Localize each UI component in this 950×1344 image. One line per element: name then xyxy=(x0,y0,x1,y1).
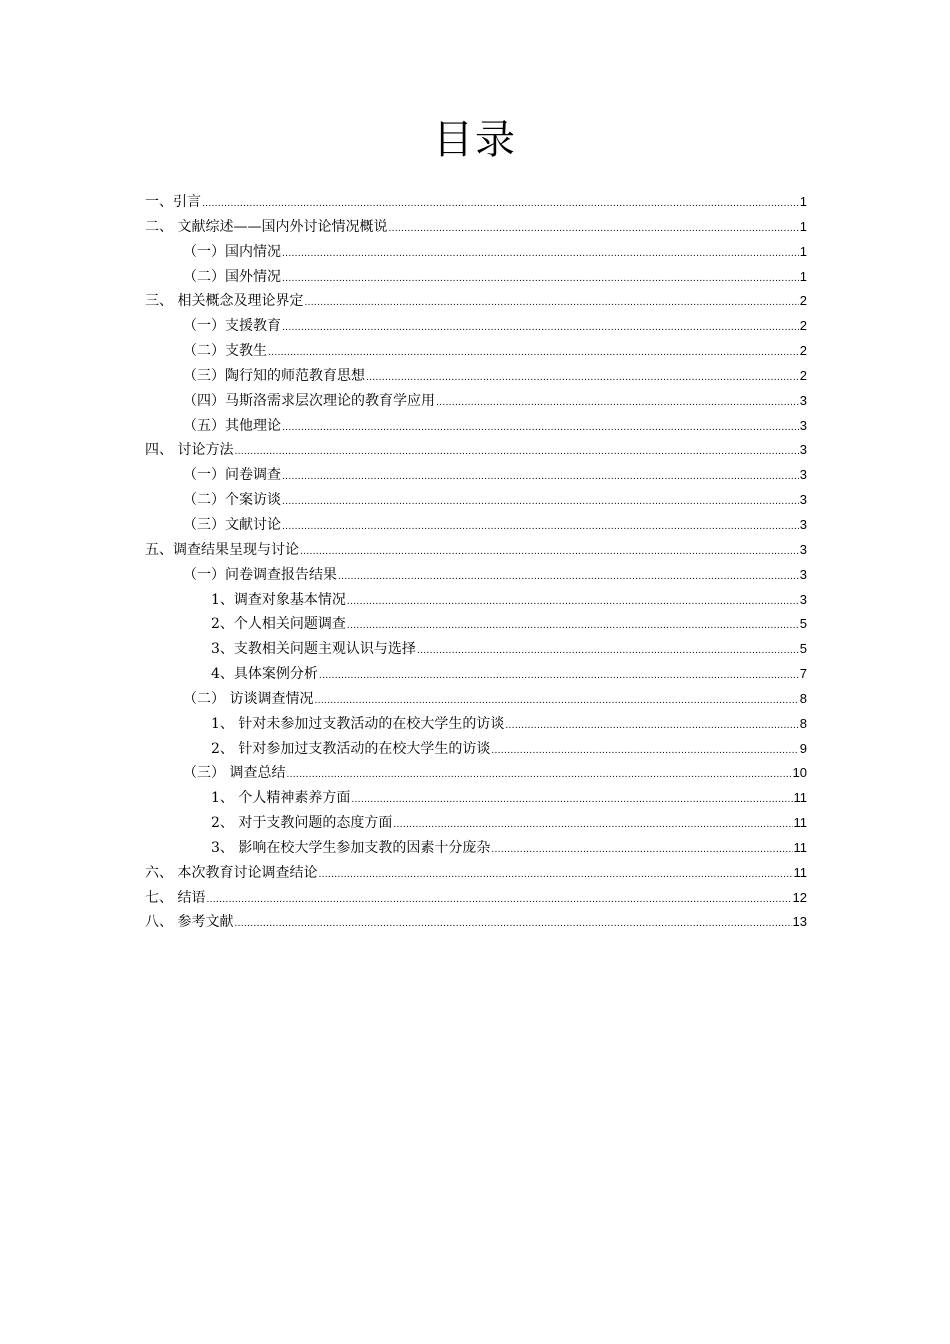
toc-entry-page-number: 1 xyxy=(799,194,807,209)
toc-dot-leader xyxy=(300,540,799,565)
toc-dot-leader xyxy=(286,763,791,788)
toc-entry-label: （三）陶行知的师范教育思想 xyxy=(183,367,365,384)
toc-entry-label: （二）国外情况 xyxy=(183,268,281,285)
toc-entry[interactable] xyxy=(145,662,807,687)
toc-entry-label: 4、具体案例分析 xyxy=(211,666,318,683)
toc-entry-label: （五）其他理论 xyxy=(183,417,281,434)
toc-dot-leader xyxy=(234,440,798,465)
toc-entry[interactable] xyxy=(145,289,807,314)
toc-entry-label: 六、 本次教育讨论调查结论 xyxy=(145,864,318,881)
toc-entry-label: （一）问卷调查 xyxy=(183,467,281,484)
toc-entry-page-number: 11 xyxy=(793,815,807,831)
toc-dot-leader xyxy=(347,614,799,639)
toc-entry[interactable] xyxy=(145,861,807,886)
toc-entry[interactable] xyxy=(145,612,807,637)
toc-entry-page-number: 3 xyxy=(799,392,807,408)
toc-entry[interactable] xyxy=(145,339,807,364)
toc-dot-leader xyxy=(436,391,799,416)
toc-dot-leader xyxy=(282,465,799,490)
toc-entry-label: （四）马斯洛需求层次理论的教育学应用 xyxy=(183,392,435,409)
toc-dot-leader xyxy=(282,490,799,515)
toc-entry-label: 一、引言 xyxy=(145,194,201,210)
toc-entry[interactable] xyxy=(145,488,807,513)
toc-entry-label: 3、 影响在校大学生参加支教的因素十分庞杂 xyxy=(211,839,491,856)
toc-dot-leader xyxy=(314,689,798,714)
toc-entry[interactable] xyxy=(145,563,807,588)
toc-entry[interactable] xyxy=(145,712,807,737)
toc-entry[interactable] xyxy=(145,513,807,538)
toc-entry-label: 七、 结语 xyxy=(145,889,206,906)
toc-dot-leader xyxy=(505,714,798,739)
toc-entry[interactable] xyxy=(145,314,807,339)
toc-entry-label: （一）国内情况 xyxy=(183,243,281,260)
toc-entry[interactable] xyxy=(145,786,807,811)
toc-entry[interactable] xyxy=(145,364,807,389)
toc-entry[interactable] xyxy=(145,761,807,786)
toc-entry-label: （二）支教生 xyxy=(183,343,267,360)
toc-entry-page-number: 2 xyxy=(799,343,807,359)
toc-entry-page-number: 10 xyxy=(792,765,807,781)
toc-entry-label: （一）支援教育 xyxy=(183,318,281,335)
toc-entry-label: 2、 针对参加过支教活动的在校大学生的访谈 xyxy=(211,740,491,757)
toc-entry-page-number: 11 xyxy=(793,790,807,806)
toc-entry[interactable] xyxy=(145,538,807,563)
table-of-contents xyxy=(145,190,807,935)
toc-entry-label: 1、调查对象基本情况 xyxy=(211,591,346,608)
toc-entry-page-number: 1 xyxy=(799,268,807,284)
toc-entry[interactable] xyxy=(145,215,807,240)
toc-dot-leader xyxy=(202,192,799,217)
toc-dot-leader xyxy=(319,664,799,689)
toc-entry-page-number: 11 xyxy=(793,839,807,855)
toc-entry[interactable] xyxy=(145,265,807,290)
toc-entry-label: 二、 文献综述——国内外讨论情况概说 xyxy=(145,218,388,235)
toc-entry-page-number: 2 xyxy=(799,367,807,383)
toc-dot-leader xyxy=(351,788,792,813)
toc-entry[interactable] xyxy=(145,463,807,488)
toc-entry[interactable] xyxy=(145,190,807,215)
toc-entry-page-number: 5 xyxy=(799,641,807,657)
toc-entry-page-number: 11 xyxy=(793,864,807,880)
page-title: 目录 xyxy=(433,117,517,163)
toc-dot-leader xyxy=(282,515,799,540)
toc-entry-page-number: 3 xyxy=(799,417,807,433)
toc-entry-page-number: 3 xyxy=(799,442,807,458)
toc-dot-leader xyxy=(491,838,792,863)
toc-dot-leader xyxy=(338,565,799,590)
toc-entry-page-number: 5 xyxy=(799,616,807,632)
toc-entry-page-number: 3 xyxy=(799,591,807,607)
toc-entry-label: 四、 讨论方法 xyxy=(145,442,234,459)
toc-entry-label: 五、调查结果呈现与讨论 xyxy=(145,541,299,558)
toc-entry-page-number: 8 xyxy=(799,690,807,706)
toc-dot-leader xyxy=(206,888,791,913)
toc-entry-page-number: 3 xyxy=(799,541,807,557)
toc-dot-leader xyxy=(417,639,799,664)
toc-entry-page-number: 2 xyxy=(799,318,807,334)
toc-entry-label: 2、 对于支教问题的态度方面 xyxy=(211,815,393,832)
toc-entry-label: 八、 参考文献 xyxy=(145,914,234,931)
toc-entry[interactable] xyxy=(145,414,807,439)
toc-dot-leader xyxy=(282,242,799,267)
toc-entry-page-number: 13 xyxy=(792,914,807,930)
toc-dot-leader xyxy=(304,291,798,316)
toc-entry-page-number: 2 xyxy=(799,293,807,309)
toc-dot-leader xyxy=(491,739,798,764)
toc-entry-label: （一）问卷调查报告结果 xyxy=(183,566,337,583)
toc-entry-label: （二） 访谈调查情况 xyxy=(183,690,314,707)
toc-entry-page-number: 7 xyxy=(799,666,807,682)
toc-dot-leader xyxy=(282,267,799,292)
toc-entry[interactable] xyxy=(145,588,807,613)
toc-dot-leader xyxy=(318,863,792,888)
toc-entry[interactable] xyxy=(145,836,807,861)
toc-entry[interactable] xyxy=(145,438,807,463)
toc-entry-label: （三）文献讨论 xyxy=(183,516,281,533)
toc-dot-leader xyxy=(388,217,798,242)
toc-entry-label: （二）个案访谈 xyxy=(183,492,281,509)
toc-entry[interactable] xyxy=(145,910,807,935)
toc-entry-page-number: 3 xyxy=(799,516,807,532)
toc-entry[interactable] xyxy=(145,389,807,414)
toc-entry-page-number: 3 xyxy=(799,566,807,582)
toc-dot-leader xyxy=(366,366,799,391)
toc-entry-page-number: 3 xyxy=(799,467,807,483)
toc-dot-leader xyxy=(234,912,791,937)
toc-entry-page-number: 1 xyxy=(799,243,807,259)
toc-entry-page-number: 3 xyxy=(799,492,807,508)
toc-entry-label: 三、 相关概念及理论界定 xyxy=(145,293,304,310)
toc-entry-page-number: 9 xyxy=(799,740,807,756)
toc-dot-leader xyxy=(347,590,799,615)
toc-dot-leader xyxy=(393,813,792,838)
toc-entry[interactable] xyxy=(145,811,807,836)
toc-entry[interactable] xyxy=(145,737,807,762)
toc-entry-label: （三） 调查总结 xyxy=(183,765,286,782)
toc-entry-page-number: 12 xyxy=(792,889,807,905)
toc-entry[interactable] xyxy=(145,637,807,662)
toc-entry-label: 3、支教相关问题主观认识与选择 xyxy=(211,641,416,658)
toc-dot-leader xyxy=(268,341,799,366)
toc-entry[interactable] xyxy=(145,240,807,265)
toc-dot-leader xyxy=(282,316,799,341)
toc-entry-page-number: 1 xyxy=(799,218,807,234)
toc-entry-page-number: 8 xyxy=(799,715,807,731)
toc-entry-label: 1、 个人精神素养方面 xyxy=(211,790,351,807)
toc-entry[interactable] xyxy=(145,687,807,712)
toc-entry-label: 1、 针对未参加过支教活动的在校大学生的访谈 xyxy=(211,715,505,732)
toc-entry-label: 2、个人相关问题调查 xyxy=(211,616,346,633)
toc-entry[interactable] xyxy=(145,886,807,911)
toc-dot-leader xyxy=(282,416,799,441)
